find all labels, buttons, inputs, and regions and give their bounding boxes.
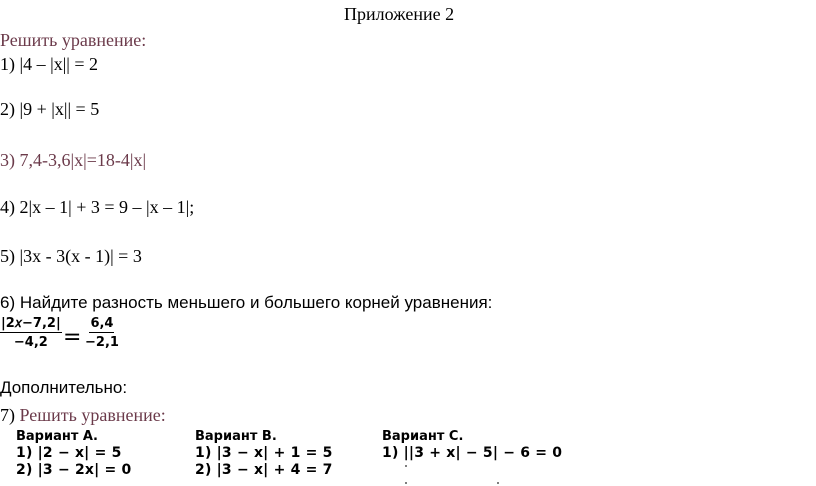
page-title: Приложение 2 bbox=[344, 4, 455, 24]
equation-5: 5) |3x - 3(x - 1)| = 3 bbox=[0, 246, 142, 266]
extra-heading: Дополнительно: bbox=[0, 378, 128, 397]
variant-b-eq-1: 1) |3 − x| + 1 = 5 bbox=[195, 445, 333, 461]
variant-a-title: Вариант А. bbox=[16, 429, 98, 444]
variant-b-title: Вариант В. bbox=[195, 429, 277, 444]
equation-4: 4) 2|x – 1| + 3 = 9 – |x – 1|; bbox=[0, 197, 195, 217]
fraction-right-numerator: 6,4 bbox=[90, 316, 114, 331]
task-7 bbox=[0, 405, 166, 425]
equals-sign: = bbox=[63, 325, 82, 350]
equation-1: 1) |4 – |x|| = 2 bbox=[0, 54, 99, 74]
fraction-right bbox=[85, 316, 119, 350]
variant-c-title: Вариант С. bbox=[382, 429, 464, 444]
equation-2: 2) |9 + |x|| = 5 bbox=[0, 99, 100, 119]
variant-c-eq-1: 1) ||3 + x| − 5| − 6 = 0 bbox=[382, 445, 563, 461]
task-6-text: 6) Найдите разность меньшего и большего корней уравнения: bbox=[0, 293, 493, 312]
fraction-left-numerator: |2𝑥−7,2| bbox=[1, 316, 61, 331]
scan-dot bbox=[405, 482, 407, 484]
fraction-left-denominator: −4,2 bbox=[13, 335, 48, 350]
instruction-solve: Решить уравнение: bbox=[0, 30, 147, 50]
scan-dot bbox=[497, 482, 499, 484]
variant-a-eq-2: 2) |3 − 2x| = 0 bbox=[16, 462, 132, 478]
variant-a-eq-1: 1) |2 − x| = 5 bbox=[16, 445, 122, 461]
fraction-right-denominator: −2,1 bbox=[85, 335, 119, 350]
variant-c bbox=[382, 428, 562, 462]
variant-a bbox=[16, 428, 131, 479]
fraction-left bbox=[0, 316, 62, 350]
variant-b-eq-2: 2) |3 − x| + 4 = 7 bbox=[195, 462, 333, 478]
equation-3: 3) 7,4-3,6|x|=18-4|x| bbox=[0, 150, 147, 170]
variant-b bbox=[195, 428, 333, 479]
task-7-number: 7) bbox=[0, 405, 15, 425]
scan-dot bbox=[405, 465, 407, 467]
task-7-text: Решить уравнение: bbox=[19, 405, 166, 425]
